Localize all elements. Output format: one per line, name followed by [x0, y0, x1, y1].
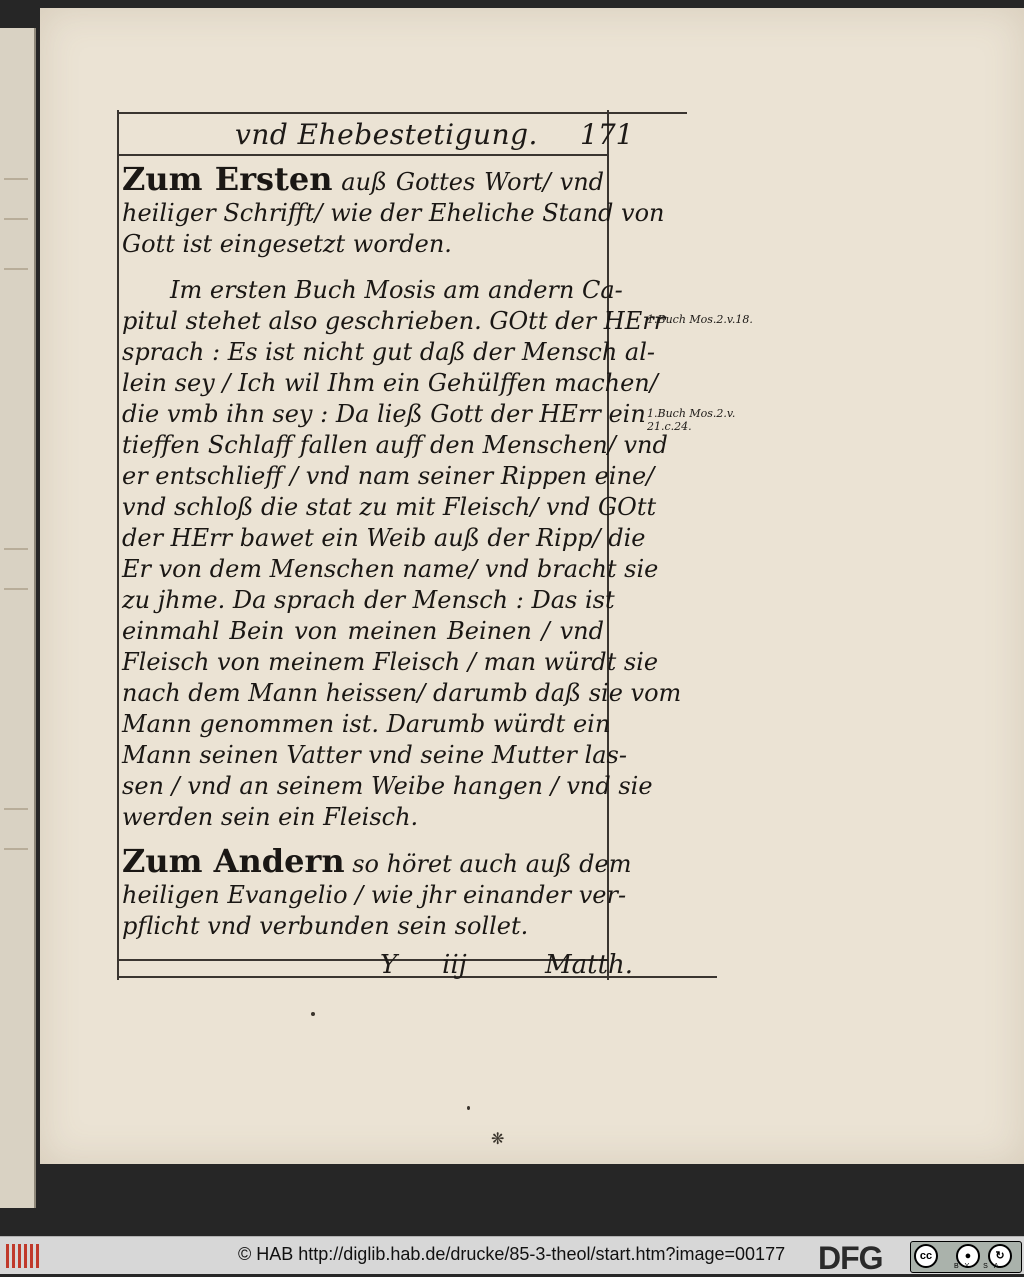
initial-words: Zum Andern: [122, 842, 345, 880]
previous-page-edge: [0, 28, 36, 1208]
head-rule: [117, 154, 607, 156]
text-line: heiligen Evangelio / wie jhr einander ver-: [122, 881, 627, 909]
text-line: tieffen Schlaff fallen auff den Menschen/ vnd: [122, 431, 668, 459]
footer-bar: [0, 1236, 1024, 1274]
dfg-logo[interactable]: DFG: [818, 1240, 883, 1276]
text-line: Zum Ersten auß Gottes Wort/ vnd: [122, 160, 605, 198]
text-line: sen / vnd an seinem Weibe hangen / vnd sie: [122, 772, 653, 800]
text-line: nach dem Mann heissen/ darumb daß sie vom: [122, 679, 682, 707]
running-head: vnd Ehebestetigung.: [235, 118, 538, 151]
cc-icon: cc: [914, 1244, 938, 1268]
text-line: lein sey / Ich wil Ihm ein Gehülffen machen/: [122, 369, 658, 397]
text-line: heiliger Schrifft/ wie der Eheliche Stand von: [122, 199, 665, 227]
cc-by-icon: ●: [956, 1244, 980, 1268]
text-line: einmahl Bein von meinen Beinen / vnd: [122, 617, 604, 645]
text-line: er entschlieff / vnd nam seiner Rippen eine/: [122, 462, 655, 490]
text-line: Gott ist eingesetzt worden.: [122, 230, 452, 258]
text-line: Mann seinen Vatter vnd seine Mutter las-: [122, 741, 627, 769]
top-rule: [117, 112, 687, 114]
copyright-link[interactable]: © HAB http://diglib.hab.de/drucke/85-3-theol/start.htm?image=00177: [238, 1244, 786, 1264]
text-line: der HErr bawet ein Weib auß der Ripp/ die: [122, 524, 646, 552]
ink-speck: [467, 1106, 470, 1110]
text-line: die vmb ihn sey : Da ließ Gott der HErr ein: [122, 400, 646, 428]
cc-license-badge[interactable]: [910, 1241, 1020, 1271]
ornament-icon: ❋: [491, 1129, 505, 1148]
cc-tags: BY SA: [954, 1263, 1005, 1270]
margin-note: 1.Buch Mos.2.v.18.: [647, 313, 753, 326]
text-line: werden sein ein Fleisch.: [122, 803, 419, 831]
text-line: Im ersten Buch Mosis am andern Ca-: [170, 276, 623, 304]
paragraph-second: [122, 842, 632, 942]
text-line: Mann genommen ist. Darumb würdt ein: [122, 710, 611, 738]
signature-number: iij: [442, 950, 467, 980]
text-line: Er von dem Menschen name/ vnd bracht sie: [122, 555, 659, 583]
text-line: vnd schloß die stat zu mit Fleisch/ vnd GOtt: [122, 493, 657, 521]
margin-note: 1.Buch Mos.2.v. 21.c.24.: [647, 407, 736, 433]
ink-speck: [311, 1012, 315, 1016]
text-line: Fleisch von meinem Fleisch / man würdt sie: [122, 648, 659, 676]
paragraph-first: [122, 160, 665, 260]
text-line: zu jhme. Da sprach der Mensch : Das ist: [122, 586, 615, 614]
initial-words: Zum Ersten: [122, 160, 333, 198]
cc-sa-icon: ↻: [988, 1244, 1012, 1268]
text-line: sprach : Es ist nicht gut daß der Mensch al-: [122, 338, 656, 366]
hab-logo-icon[interactable]: [6, 1244, 46, 1268]
text-line: Zum Andern so höret auch auß dem: [122, 842, 632, 880]
catchword: Matth.: [545, 950, 634, 980]
page-number: 171: [580, 118, 634, 151]
signature-mark: Y: [380, 950, 398, 980]
scanned-page: [40, 8, 1024, 1164]
foot-rule: [117, 959, 607, 961]
text-line: pitul stehet also geschrieben. GOtt der HErr: [122, 307, 666, 335]
paragraph-scripture: [122, 275, 682, 833]
text-line: pflicht vnd verbunden sein sollet.: [122, 912, 529, 940]
